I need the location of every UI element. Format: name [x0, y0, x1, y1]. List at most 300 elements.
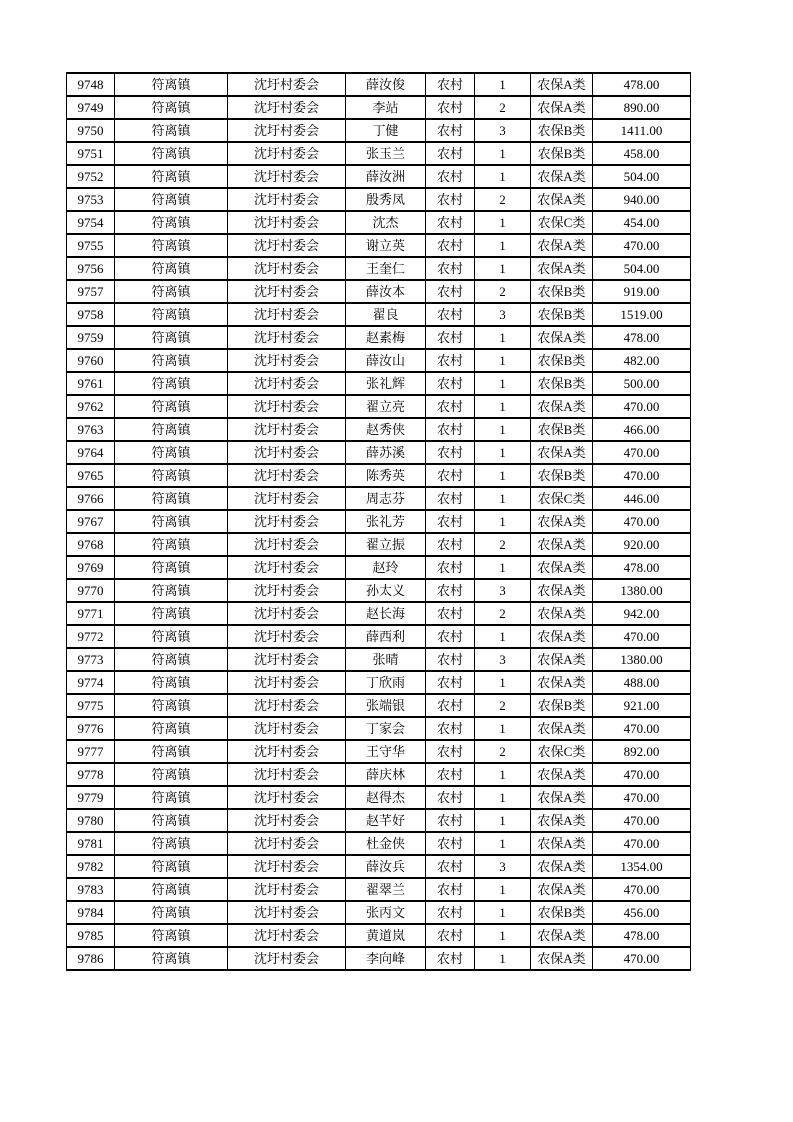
table-cell-amount: 1411.00	[593, 119, 691, 142]
table-cell-insurance-category: 农保A类	[531, 441, 593, 464]
table-cell-person-name: 赵长海	[346, 602, 426, 625]
table-cell-amount: 470.00	[593, 786, 691, 809]
table-cell-village-committee: 沈圩村委会	[228, 694, 346, 717]
table-cell-town: 符离镇	[115, 188, 228, 211]
table-row	[67, 694, 691, 717]
table-cell-record-id: 9756	[67, 257, 115, 280]
table-cell-village-committee: 沈圩村委会	[228, 717, 346, 740]
table-cell-person-count: 1	[475, 901, 531, 924]
table-cell-town: 符离镇	[115, 901, 228, 924]
table-cell-residence-type: 农村	[426, 234, 475, 257]
table-cell-amount: 500.00	[593, 372, 691, 395]
table-cell-town: 符离镇	[115, 648, 228, 671]
table-cell-village-committee: 沈圩村委会	[228, 418, 346, 441]
table-cell-residence-type: 农村	[426, 556, 475, 579]
table-cell-town: 符离镇	[115, 694, 228, 717]
table-cell-insurance-category: 农保B类	[531, 694, 593, 717]
table-cell-record-id: 9758	[67, 303, 115, 326]
table-cell-village-committee: 沈圩村委会	[228, 349, 346, 372]
table-row	[67, 510, 691, 533]
table-cell-person-count: 3	[475, 579, 531, 602]
table-cell-residence-type: 农村	[426, 602, 475, 625]
table-cell-amount: 504.00	[593, 165, 691, 188]
table-row	[67, 211, 691, 234]
table-cell-town: 符离镇	[115, 671, 228, 694]
table-row	[67, 487, 691, 510]
table-cell-residence-type: 农村	[426, 809, 475, 832]
table-cell-person-name: 薛汝兵	[346, 855, 426, 878]
table-row	[67, 855, 691, 878]
table-cell-record-id: 9759	[67, 326, 115, 349]
table-cell-village-committee: 沈圩村委会	[228, 947, 346, 970]
table-cell-town: 符离镇	[115, 280, 228, 303]
table-cell-residence-type: 农村	[426, 142, 475, 165]
table-cell-residence-type: 农村	[426, 579, 475, 602]
table-cell-record-id: 9748	[67, 73, 115, 96]
table-cell-residence-type: 农村	[426, 349, 475, 372]
table-cell-person-count: 1	[475, 809, 531, 832]
table-row	[67, 648, 691, 671]
table-cell-person-count: 1	[475, 464, 531, 487]
table-cell-town: 符离镇	[115, 441, 228, 464]
table-cell-insurance-category: 农保A类	[531, 96, 593, 119]
table-cell-person-count: 1	[475, 395, 531, 418]
table-cell-insurance-category: 农保A类	[531, 165, 593, 188]
table-cell-person-count: 2	[475, 533, 531, 556]
table-cell-record-id: 9751	[67, 142, 115, 165]
table-cell-amount: 470.00	[593, 832, 691, 855]
table-cell-town: 符离镇	[115, 556, 228, 579]
table-cell-record-id: 9761	[67, 372, 115, 395]
table-cell-record-id: 9750	[67, 119, 115, 142]
table-row	[67, 924, 691, 947]
table-cell-record-id: 9767	[67, 510, 115, 533]
table-cell-town: 符离镇	[115, 96, 228, 119]
table-cell-insurance-category: 农保A类	[531, 832, 593, 855]
table-cell-town: 符离镇	[115, 717, 228, 740]
table-cell-record-id: 9753	[67, 188, 115, 211]
table-cell-insurance-category: 农保B类	[531, 119, 593, 142]
table-cell-village-committee: 沈圩村委会	[228, 441, 346, 464]
table-cell-person-name: 薛西利	[346, 625, 426, 648]
table-cell-village-committee: 沈圩村委会	[228, 464, 346, 487]
table-cell-amount: 890.00	[593, 96, 691, 119]
table-cell-insurance-category: 农保B类	[531, 418, 593, 441]
table-cell-record-id: 9771	[67, 602, 115, 625]
table-cell-village-committee: 沈圩村委会	[228, 303, 346, 326]
table-cell-person-count: 1	[475, 441, 531, 464]
table-cell-insurance-category: 农保B类	[531, 464, 593, 487]
table-cell-insurance-category: 农保A类	[531, 924, 593, 947]
table-cell-record-id: 9764	[67, 441, 115, 464]
table-cell-town: 符离镇	[115, 740, 228, 763]
table-cell-person-name: 翟良	[346, 303, 426, 326]
table-cell-village-committee: 沈圩村委会	[228, 487, 346, 510]
table-cell-person-name: 丁家会	[346, 717, 426, 740]
table-cell-record-id: 9772	[67, 625, 115, 648]
table-cell-village-committee: 沈圩村委会	[228, 257, 346, 280]
table-cell-amount: 470.00	[593, 809, 691, 832]
table-cell-amount: 1519.00	[593, 303, 691, 326]
table-cell-amount: 456.00	[593, 901, 691, 924]
table-cell-person-name: 王奎仁	[346, 257, 426, 280]
table-cell-amount: 504.00	[593, 257, 691, 280]
table-cell-person-name: 赵秀侠	[346, 418, 426, 441]
table-cell-person-count: 1	[475, 625, 531, 648]
table-cell-person-name: 沈杰	[346, 211, 426, 234]
table-cell-residence-type: 农村	[426, 901, 475, 924]
table-row	[67, 602, 691, 625]
table-cell-residence-type: 农村	[426, 487, 475, 510]
table-cell-person-name: 薛苏溪	[346, 441, 426, 464]
table-cell-village-committee: 沈圩村委会	[228, 832, 346, 855]
table-cell-village-committee: 沈圩村委会	[228, 280, 346, 303]
table-cell-insurance-category: 农保A类	[531, 717, 593, 740]
table-cell-town: 符离镇	[115, 579, 228, 602]
table-cell-residence-type: 农村	[426, 671, 475, 694]
table-row	[67, 832, 691, 855]
table-cell-residence-type: 农村	[426, 96, 475, 119]
table-row	[67, 579, 691, 602]
table-cell-insurance-category: 农保A类	[531, 257, 593, 280]
table-cell-insurance-category: 农保A类	[531, 786, 593, 809]
table-cell-record-id: 9752	[67, 165, 115, 188]
table-cell-amount: 1380.00	[593, 579, 691, 602]
table-cell-town: 符离镇	[115, 165, 228, 188]
table-cell-insurance-category: 农保B类	[531, 349, 593, 372]
table-cell-insurance-category: 农保B类	[531, 142, 593, 165]
table-row	[67, 142, 691, 165]
table-cell-residence-type: 农村	[426, 878, 475, 901]
table-cell-residence-type: 农村	[426, 855, 475, 878]
table-cell-amount: 466.00	[593, 418, 691, 441]
table-cell-village-committee: 沈圩村委会	[228, 326, 346, 349]
table-cell-amount: 458.00	[593, 142, 691, 165]
table-cell-record-id: 9774	[67, 671, 115, 694]
table-cell-record-id: 9775	[67, 694, 115, 717]
table-cell-residence-type: 农村	[426, 119, 475, 142]
table-cell-town: 符离镇	[115, 234, 228, 257]
table-cell-town: 符离镇	[115, 326, 228, 349]
table-cell-insurance-category: 农保A类	[531, 326, 593, 349]
payment-table-body	[67, 73, 691, 970]
table-cell-residence-type: 农村	[426, 280, 475, 303]
table-cell-person-name: 翟立亮	[346, 395, 426, 418]
table-cell-town: 符离镇	[115, 924, 228, 947]
table-row	[67, 441, 691, 464]
table-row	[67, 326, 691, 349]
table-cell-residence-type: 农村	[426, 947, 475, 970]
table-cell-residence-type: 农村	[426, 763, 475, 786]
table-cell-amount: 470.00	[593, 717, 691, 740]
table-cell-insurance-category: 农保A类	[531, 556, 593, 579]
table-cell-insurance-category: 农保A类	[531, 510, 593, 533]
table-cell-person-name: 张礼芳	[346, 510, 426, 533]
table-cell-village-committee: 沈圩村委会	[228, 625, 346, 648]
table-cell-person-name: 李向峰	[346, 947, 426, 970]
table-row	[67, 740, 691, 763]
table-cell-insurance-category: 农保C类	[531, 211, 593, 234]
table-cell-insurance-category: 农保A类	[531, 878, 593, 901]
table-cell-residence-type: 农村	[426, 257, 475, 280]
table-row	[67, 556, 691, 579]
table-cell-village-committee: 沈圩村委会	[228, 211, 346, 234]
table-cell-amount: 470.00	[593, 441, 691, 464]
table-cell-residence-type: 农村	[426, 303, 475, 326]
table-cell-person-name: 翟立振	[346, 533, 426, 556]
table-row	[67, 188, 691, 211]
payment-table	[66, 72, 691, 971]
table-cell-amount: 454.00	[593, 211, 691, 234]
table-cell-person-name: 张晴	[346, 648, 426, 671]
table-cell-amount: 921.00	[593, 694, 691, 717]
table-cell-person-count: 1	[475, 165, 531, 188]
table-cell-person-name: 陈秀英	[346, 464, 426, 487]
table-row	[67, 234, 691, 257]
table-cell-town: 符离镇	[115, 119, 228, 142]
table-cell-village-committee: 沈圩村委会	[228, 96, 346, 119]
table-cell-insurance-category: 农保B类	[531, 280, 593, 303]
table-cell-amount: 478.00	[593, 73, 691, 96]
table-row	[67, 717, 691, 740]
table-cell-amount: 488.00	[593, 671, 691, 694]
table-row	[67, 165, 691, 188]
table-cell-town: 符离镇	[115, 395, 228, 418]
table-row	[67, 73, 691, 96]
table-cell-person-name: 孙太义	[346, 579, 426, 602]
table-row	[67, 119, 691, 142]
table-cell-insurance-category: 农保B类	[531, 901, 593, 924]
table-cell-residence-type: 农村	[426, 694, 475, 717]
table-cell-insurance-category: 农保A类	[531, 579, 593, 602]
table-cell-person-count: 1	[475, 556, 531, 579]
table-row	[67, 96, 691, 119]
table-cell-insurance-category: 农保A类	[531, 671, 593, 694]
table-row	[67, 349, 691, 372]
table-row	[67, 786, 691, 809]
table-cell-amount: 470.00	[593, 878, 691, 901]
table-cell-town: 符离镇	[115, 142, 228, 165]
table-cell-amount: 1380.00	[593, 648, 691, 671]
table-cell-person-name: 丁健	[346, 119, 426, 142]
table-cell-person-name: 张丙文	[346, 901, 426, 924]
table-cell-residence-type: 农村	[426, 625, 475, 648]
table-cell-insurance-category: 农保A类	[531, 395, 593, 418]
table-cell-person-count: 1	[475, 487, 531, 510]
table-cell-insurance-category: 农保A类	[531, 73, 593, 96]
table-cell-village-committee: 沈圩村委会	[228, 648, 346, 671]
table-row	[67, 418, 691, 441]
table-cell-record-id: 9776	[67, 717, 115, 740]
table-cell-record-id: 9768	[67, 533, 115, 556]
table-cell-amount: 482.00	[593, 349, 691, 372]
table-cell-record-id: 9781	[67, 832, 115, 855]
table-cell-town: 符离镇	[115, 855, 228, 878]
table-cell-person-name: 黄道岚	[346, 924, 426, 947]
table-cell-insurance-category: 农保A类	[531, 809, 593, 832]
table-cell-person-count: 1	[475, 832, 531, 855]
table-cell-person-count: 1	[475, 211, 531, 234]
table-cell-person-name: 薛汝洲	[346, 165, 426, 188]
table-cell-person-name: 殷秀凤	[346, 188, 426, 211]
table-cell-town: 符离镇	[115, 257, 228, 280]
table-cell-record-id: 9760	[67, 349, 115, 372]
table-cell-amount: 940.00	[593, 188, 691, 211]
table-cell-person-name: 张礼辉	[346, 372, 426, 395]
table-cell-record-id: 9755	[67, 234, 115, 257]
table-cell-person-count: 2	[475, 96, 531, 119]
table-cell-person-name: 周志芬	[346, 487, 426, 510]
table-cell-amount: 470.00	[593, 947, 691, 970]
table-cell-village-committee: 沈圩村委会	[228, 556, 346, 579]
table-cell-person-count: 2	[475, 740, 531, 763]
table-cell-insurance-category: 农保A类	[531, 625, 593, 648]
table-cell-residence-type: 农村	[426, 326, 475, 349]
table-cell-person-count: 3	[475, 119, 531, 142]
table-cell-village-committee: 沈圩村委会	[228, 510, 346, 533]
table-cell-residence-type: 农村	[426, 648, 475, 671]
table-cell-town: 符离镇	[115, 947, 228, 970]
table-cell-residence-type: 农村	[426, 533, 475, 556]
table-cell-person-count: 2	[475, 602, 531, 625]
table-cell-person-count: 3	[475, 855, 531, 878]
table-cell-village-committee: 沈圩村委会	[228, 165, 346, 188]
table-cell-village-committee: 沈圩村委会	[228, 763, 346, 786]
table-cell-town: 符离镇	[115, 372, 228, 395]
table-cell-village-committee: 沈圩村委会	[228, 671, 346, 694]
table-cell-town: 符离镇	[115, 533, 228, 556]
table-row	[67, 464, 691, 487]
table-cell-town: 符离镇	[115, 602, 228, 625]
table-cell-amount: 920.00	[593, 533, 691, 556]
table-cell-person-name: 薛庆林	[346, 763, 426, 786]
table-cell-town: 符离镇	[115, 418, 228, 441]
table-row	[67, 533, 691, 556]
table-cell-town: 符离镇	[115, 832, 228, 855]
table-cell-person-name: 丁欣雨	[346, 671, 426, 694]
table-cell-person-count: 1	[475, 234, 531, 257]
table-cell-person-name: 赵芊好	[346, 809, 426, 832]
table-cell-person-name: 赵玲	[346, 556, 426, 579]
table-cell-village-committee: 沈圩村委会	[228, 142, 346, 165]
table-row	[67, 625, 691, 648]
table-row	[67, 947, 691, 970]
table-cell-town: 符离镇	[115, 487, 228, 510]
table-cell-insurance-category: 农保A类	[531, 648, 593, 671]
table-cell-record-id: 9762	[67, 395, 115, 418]
table-cell-residence-type: 农村	[426, 740, 475, 763]
table-cell-residence-type: 农村	[426, 165, 475, 188]
table-cell-amount: 478.00	[593, 326, 691, 349]
table-cell-amount: 892.00	[593, 740, 691, 763]
table-cell-town: 符离镇	[115, 878, 228, 901]
table-cell-residence-type: 农村	[426, 418, 475, 441]
table-cell-village-committee: 沈圩村委会	[228, 579, 346, 602]
table-cell-amount: 470.00	[593, 395, 691, 418]
table-cell-town: 符离镇	[115, 73, 228, 96]
table-cell-amount: 470.00	[593, 464, 691, 487]
table-cell-amount: 446.00	[593, 487, 691, 510]
table-cell-insurance-category: 农保A类	[531, 602, 593, 625]
table-row	[67, 280, 691, 303]
table-cell-record-id: 9754	[67, 211, 115, 234]
table-cell-insurance-category: 农保A类	[531, 234, 593, 257]
table-cell-residence-type: 农村	[426, 717, 475, 740]
table-cell-person-name: 杜金侠	[346, 832, 426, 855]
table-cell-village-committee: 沈圩村委会	[228, 855, 346, 878]
table-cell-town: 符离镇	[115, 809, 228, 832]
table-cell-residence-type: 农村	[426, 188, 475, 211]
table-cell-amount: 470.00	[593, 625, 691, 648]
table-cell-record-id: 9773	[67, 648, 115, 671]
table-cell-person-name: 张端银	[346, 694, 426, 717]
table-row	[67, 372, 691, 395]
table-cell-amount: 919.00	[593, 280, 691, 303]
table-cell-town: 符离镇	[115, 211, 228, 234]
table-cell-record-id: 9785	[67, 924, 115, 947]
table-cell-village-committee: 沈圩村委会	[228, 533, 346, 556]
table-cell-amount: 470.00	[593, 510, 691, 533]
table-cell-record-id: 9749	[67, 96, 115, 119]
table-cell-village-committee: 沈圩村委会	[228, 924, 346, 947]
table-cell-person-count: 1	[475, 510, 531, 533]
table-cell-person-name: 薛汝俊	[346, 73, 426, 96]
table-cell-person-name: 薛汝山	[346, 349, 426, 372]
table-cell-person-count: 1	[475, 671, 531, 694]
table-cell-person-count: 1	[475, 349, 531, 372]
table-cell-record-id: 9783	[67, 878, 115, 901]
table-cell-insurance-category: 农保A类	[531, 188, 593, 211]
table-cell-amount: 470.00	[593, 234, 691, 257]
table-cell-record-id: 9779	[67, 786, 115, 809]
table-cell-residence-type: 农村	[426, 211, 475, 234]
table-cell-person-count: 1	[475, 786, 531, 809]
table-cell-village-committee: 沈圩村委会	[228, 188, 346, 211]
table-row	[67, 303, 691, 326]
table-cell-record-id: 9766	[67, 487, 115, 510]
table-cell-record-id: 9769	[67, 556, 115, 579]
table-cell-insurance-category: 农保A类	[531, 533, 593, 556]
table-cell-record-id: 9757	[67, 280, 115, 303]
table-cell-record-id: 9763	[67, 418, 115, 441]
table-cell-person-count: 1	[475, 763, 531, 786]
table-cell-person-name: 赵素梅	[346, 326, 426, 349]
table-cell-insurance-category: 农保A类	[531, 763, 593, 786]
table-cell-village-committee: 沈圩村委会	[228, 602, 346, 625]
table-row	[67, 257, 691, 280]
table-cell-village-committee: 沈圩村委会	[228, 901, 346, 924]
table-row	[67, 878, 691, 901]
table-cell-record-id: 9770	[67, 579, 115, 602]
table-cell-insurance-category: 农保C类	[531, 487, 593, 510]
table-cell-town: 符离镇	[115, 303, 228, 326]
table-cell-residence-type: 农村	[426, 832, 475, 855]
table-row	[67, 763, 691, 786]
table-cell-person-name: 张玉兰	[346, 142, 426, 165]
table-cell-residence-type: 农村	[426, 510, 475, 533]
table-cell-village-committee: 沈圩村委会	[228, 119, 346, 142]
table-cell-record-id: 9782	[67, 855, 115, 878]
table-cell-person-name: 李站	[346, 96, 426, 119]
table-cell-residence-type: 农村	[426, 73, 475, 96]
table-cell-person-name: 赵得杰	[346, 786, 426, 809]
table-cell-person-name: 王守华	[346, 740, 426, 763]
table-cell-residence-type: 农村	[426, 395, 475, 418]
table-cell-amount: 478.00	[593, 556, 691, 579]
table-cell-residence-type: 农村	[426, 372, 475, 395]
table-cell-amount: 942.00	[593, 602, 691, 625]
table-cell-town: 符离镇	[115, 763, 228, 786]
